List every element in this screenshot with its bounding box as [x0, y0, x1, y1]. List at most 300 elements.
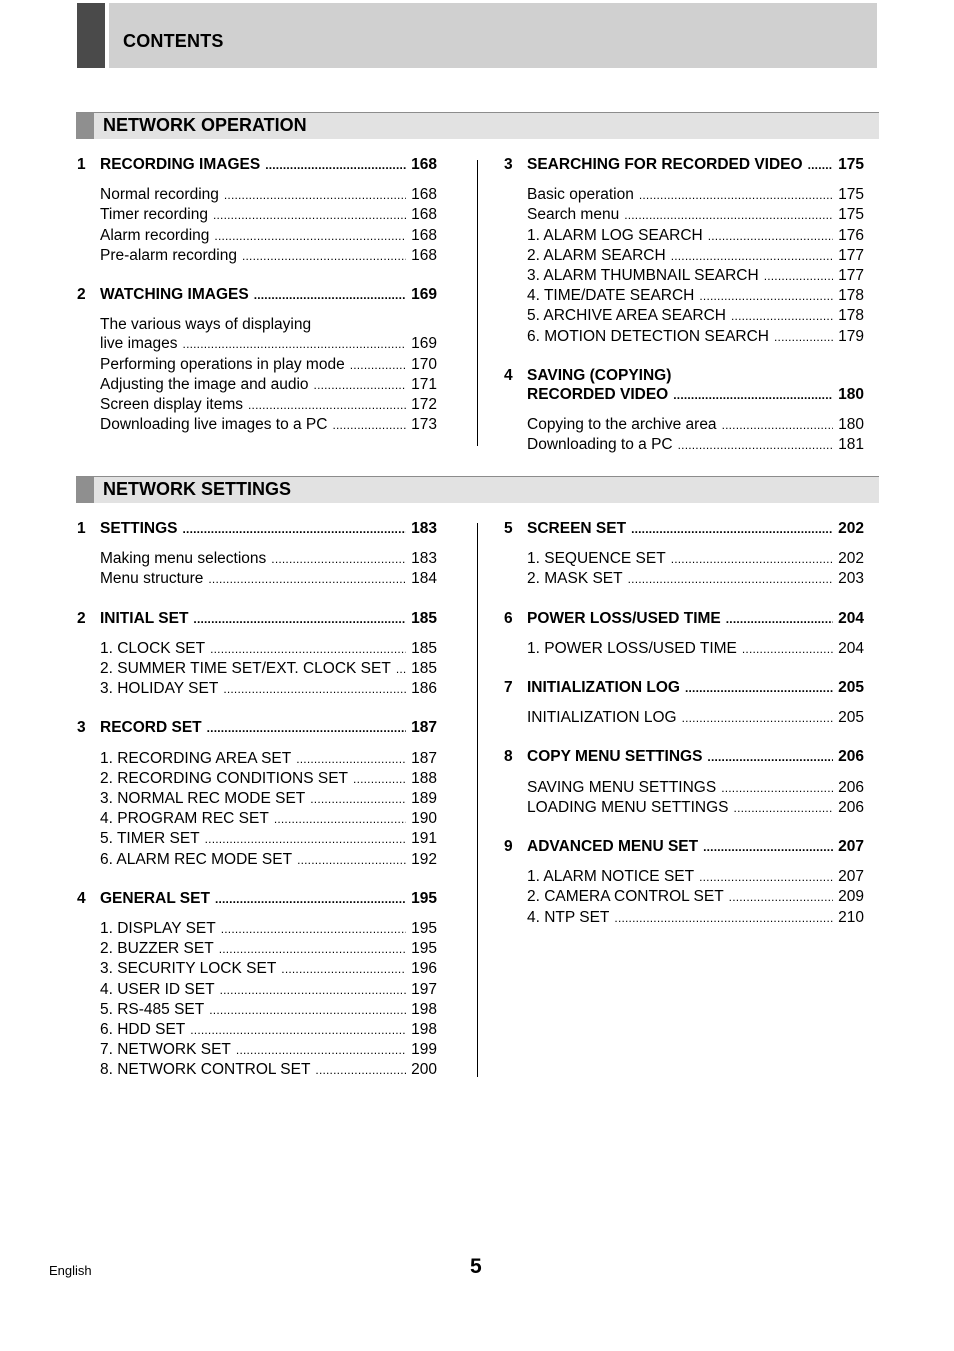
toc-entry[interactable]	[527, 708, 864, 728]
chapter-title-row[interactable]	[100, 519, 437, 539]
toc-page: 175	[838, 156, 864, 173]
toc-text: 3. SECURITY LOCK SET	[100, 960, 277, 978]
dot-leader	[183, 334, 407, 354]
toc-page: 206	[838, 798, 864, 816]
toc-entry[interactable]	[100, 1000, 437, 1020]
toc-text: 4. NTP SET	[527, 908, 610, 926]
toc-entry[interactable]	[100, 334, 437, 354]
chapter-entries	[527, 639, 864, 659]
toc-page: 202	[838, 550, 864, 568]
toc-page: 195	[411, 889, 437, 907]
toc-text: Copying to the archive area	[527, 416, 717, 434]
chapter-number: 9	[504, 838, 513, 856]
dot-leader	[639, 185, 833, 205]
chapter-title-row[interactable]	[527, 155, 864, 175]
toc-text: Pre-alarm recording	[100, 246, 237, 264]
dot-leader	[190, 1020, 406, 1040]
toc-page: 196	[411, 960, 437, 978]
toc-entry[interactable]	[100, 659, 437, 679]
toc-page: 206	[838, 748, 864, 766]
toc-entry[interactable]	[100, 375, 437, 395]
chapter-heading[interactable]	[504, 366, 864, 405]
chapter-heading[interactable]	[77, 718, 437, 738]
toc-chapter	[504, 678, 864, 728]
chapter-heading[interactable]	[77, 155, 437, 175]
toc-chapter	[77, 718, 437, 869]
dot-leader	[193, 609, 406, 629]
toc-page: 190	[411, 810, 437, 828]
toc-text: 4. TIME/DATE SEARCH	[527, 287, 695, 305]
toc-page: 203	[838, 570, 864, 588]
toc-entry[interactable]	[100, 395, 437, 415]
chapter-title-block	[527, 366, 864, 405]
chapter-entries	[527, 549, 864, 589]
dot-leader	[215, 889, 406, 909]
toc-text: Adjusting the image and audio	[100, 375, 309, 393]
toc-entry-lead: The various ways of displaying	[100, 316, 312, 334]
toc-entry[interactable]	[527, 306, 864, 326]
toc-text: Normal recording	[100, 186, 219, 204]
toc-entry[interactable]	[527, 569, 864, 589]
toc-entry[interactable]	[100, 809, 437, 829]
chapter-entries	[527, 778, 864, 818]
toc-text: 1. SEQUENCE SET	[527, 550, 666, 568]
toc-page: 204	[838, 609, 864, 627]
chapter-title-row[interactable]	[100, 155, 437, 175]
toc-text: 7. NETWORK SET	[100, 1041, 231, 1059]
toc-text: GENERAL SET	[100, 889, 210, 907]
toc-text: Performing operations in play mode	[100, 355, 345, 373]
toc-page: 178	[838, 287, 864, 305]
toc-entry[interactable]	[100, 679, 437, 699]
toc-page: 168	[411, 226, 437, 244]
chapter-title-block	[100, 718, 437, 738]
toc-page: 177	[838, 267, 864, 285]
dot-leader	[699, 867, 833, 887]
toc-entry[interactable]	[527, 205, 864, 225]
chapter-title-row[interactable]	[527, 747, 864, 767]
toc-text: RECORDED VIDEO	[527, 386, 669, 404]
section-header-network-settings	[76, 476, 879, 503]
toc-entry[interactable]	[527, 887, 864, 907]
toc-page: 171	[411, 375, 437, 393]
dot-leader	[224, 185, 406, 205]
toc-chapter	[504, 609, 864, 659]
chapter-number: 8	[504, 748, 513, 766]
toc-text: 4. PROGRAM REC SET	[100, 810, 269, 828]
dot-leader	[310, 789, 406, 809]
chapter-heading[interactable]	[504, 837, 864, 857]
toc-text: 1. POWER LOSS/USED TIME	[527, 639, 737, 657]
toc-page: 195	[411, 940, 437, 958]
toc-text: INITIAL SET	[100, 609, 189, 627]
dot-leader	[808, 155, 834, 175]
chapter-entries	[100, 185, 437, 266]
toc-page: 175	[838, 206, 864, 224]
toc-chapter	[504, 837, 864, 928]
toc-text: Search menu	[527, 206, 620, 224]
chapter-heading[interactable]	[504, 609, 864, 629]
toc-entry[interactable]	[100, 1020, 437, 1040]
dot-leader	[297, 850, 406, 870]
toc-page: 187	[411, 719, 437, 737]
toc-entry[interactable]	[527, 226, 864, 246]
toc-page: 191	[411, 830, 437, 848]
toc-text: Downloading live images to a PC	[100, 416, 328, 434]
dot-leader	[236, 1040, 406, 1060]
chapter-entries	[527, 708, 864, 728]
toc-entry[interactable]	[100, 749, 437, 769]
header-bar	[109, 3, 877, 68]
chapter-number: 1	[77, 156, 86, 173]
toc-page: 207	[838, 838, 864, 856]
toc-text: Menu structure	[100, 570, 204, 588]
toc-text: 2. BUZZER SET	[100, 940, 214, 958]
toc-page: 183	[411, 550, 437, 568]
chapter-title-block	[100, 285, 437, 305]
section-header-network-operation	[76, 112, 879, 139]
chapter-heading[interactable]	[504, 155, 864, 175]
toc-page: 185	[411, 609, 437, 627]
toc-entry[interactable]	[527, 327, 864, 347]
chapter-number: 4	[77, 889, 86, 907]
toc-entry[interactable]	[527, 798, 864, 818]
toc-page: 169	[411, 286, 437, 304]
toc-text: 4. USER ID SET	[100, 980, 215, 998]
toc-text: 8. NETWORK CONTROL SET	[100, 1061, 311, 1079]
page-title: CONTENTS	[123, 31, 224, 51]
toc-entry[interactable]	[100, 850, 437, 870]
toc-entry[interactable]	[100, 549, 437, 569]
dot-leader	[764, 266, 833, 286]
toc-entry[interactable]	[100, 959, 437, 979]
toc-entry[interactable]	[100, 939, 437, 959]
toc-text: 1. CLOCK SET	[100, 639, 206, 657]
toc-page: 202	[838, 520, 864, 537]
toc-text: Downloading to a PC	[527, 436, 673, 454]
toc-entry[interactable]	[100, 639, 437, 659]
chapter-title-block	[100, 609, 437, 629]
dot-leader	[274, 809, 406, 829]
toc-page: 205	[838, 709, 864, 727]
toc-text: Timer recording	[100, 206, 208, 224]
dot-leader	[774, 327, 833, 347]
dot-leader	[699, 286, 833, 306]
toc-column	[504, 519, 864, 947]
toc-text: 5. RS-485 SET	[100, 1000, 205, 1018]
toc-text: SAVING MENU SETTINGS	[527, 778, 717, 796]
toc-entry[interactable]	[100, 1060, 437, 1080]
chapter-title-block	[527, 609, 864, 629]
dot-leader	[315, 1060, 406, 1080]
toc-entry[interactable]	[100, 769, 437, 789]
toc-page: 189	[411, 790, 437, 808]
toc-page: 206	[838, 778, 864, 796]
chapter-title-block	[100, 519, 437, 539]
chapter-title-row[interactable]	[527, 519, 864, 539]
chapter-entries	[100, 749, 437, 870]
dot-leader	[721, 778, 833, 798]
toc-entry[interactable]	[527, 549, 864, 569]
section-title: NETWORK SETTINGS	[103, 479, 291, 499]
chapter-title-row[interactable]	[100, 285, 437, 305]
toc-chapter	[504, 155, 864, 347]
chapter-title-block	[527, 155, 864, 175]
toc-text: 6. HDD SET	[100, 1021, 186, 1039]
toc-entry[interactable]	[100, 205, 437, 225]
dot-leader	[220, 980, 407, 1000]
toc-page: 192	[411, 850, 437, 868]
toc-entry[interactable]	[100, 226, 437, 246]
chapter-entries	[527, 415, 864, 455]
chapter-heading[interactable]	[77, 285, 437, 305]
toc-text: RECORD SET	[100, 719, 202, 737]
toc-text: 1. RECORDING AREA SET	[100, 749, 292, 767]
dot-leader	[734, 798, 834, 818]
toc-text: 1. ALARM LOG SEARCH	[527, 226, 703, 244]
toc-entry[interactable]	[527, 415, 864, 435]
toc-entry[interactable]	[100, 1040, 437, 1060]
chapter-number: 1	[77, 520, 86, 537]
toc-text: Screen display items	[100, 396, 244, 414]
toc-entry[interactable]	[100, 355, 437, 375]
chapter-title-row[interactable]	[527, 609, 864, 629]
toc-page: 172	[411, 396, 437, 414]
chapter-entries	[527, 185, 864, 347]
chapter-heading[interactable]	[504, 747, 864, 767]
toc-page: 204	[838, 639, 864, 657]
toc-page: 176	[838, 226, 864, 244]
toc-text: POWER LOSS/USED TIME	[527, 609, 721, 627]
toc-entry[interactable]	[100, 415, 437, 435]
toc-page: 205	[838, 679, 864, 697]
toc-page: 209	[838, 888, 864, 906]
chapter-title-block	[527, 519, 864, 539]
toc-text: 2. ALARM SEARCH	[527, 246, 666, 264]
toc-text: 3. NORMAL REC MODE SET	[100, 790, 306, 808]
chapter-entries	[100, 315, 437, 435]
toc-page: 180	[838, 416, 864, 434]
toc-column	[77, 519, 437, 1100]
toc-page: 178	[838, 307, 864, 325]
toc-chapter	[77, 519, 437, 590]
toc-text: 6. ALARM REC MODE SET	[100, 850, 293, 868]
toc-entry[interactable]	[527, 908, 864, 928]
dot-leader	[281, 959, 406, 979]
toc-text: 3. HOLIDAY SET	[100, 680, 219, 698]
dot-leader	[350, 355, 406, 375]
dot-leader	[210, 639, 406, 659]
section-marker	[76, 113, 94, 139]
toc-column	[504, 155, 864, 475]
dot-leader	[205, 829, 407, 849]
toc-page: 185	[411, 639, 437, 657]
toc-page: 195	[411, 920, 437, 938]
chapter-title-lead: SAVING (COPYING)	[527, 366, 672, 384]
chapter-title-block	[100, 889, 437, 909]
dot-leader	[671, 549, 833, 569]
toc-page: 183	[411, 520, 437, 537]
toc-page: 188	[411, 769, 437, 787]
chapter-number: 2	[77, 609, 86, 627]
column-divider	[477, 523, 478, 1077]
dot-leader	[296, 749, 406, 769]
chapter-entries	[100, 639, 437, 700]
dot-leader	[726, 609, 833, 629]
dot-leader	[685, 678, 833, 698]
dot-leader	[707, 747, 833, 767]
chapter-number: 3	[504, 156, 513, 173]
dot-leader	[209, 1000, 406, 1020]
toc-text: COPY MENU SETTINGS	[527, 748, 703, 766]
toc-text: SEARCHING FOR RECORDED VIDEO	[527, 156, 803, 173]
dot-leader	[731, 306, 833, 326]
chapter-heading[interactable]	[504, 519, 864, 539]
dot-leader	[219, 939, 406, 959]
toc-page: 186	[411, 680, 437, 698]
toc-page: 173	[411, 416, 437, 434]
dot-leader	[353, 769, 406, 789]
dot-leader	[314, 375, 407, 395]
chapter-heading[interactable]	[77, 519, 437, 539]
toc-page: 200	[411, 1061, 437, 1079]
toc-entry[interactable]	[527, 286, 864, 306]
toc-chapter	[504, 366, 864, 456]
dot-leader	[742, 639, 833, 659]
chapter-title-row[interactable]	[527, 678, 864, 698]
toc-text: 5. TIMER SET	[100, 830, 200, 848]
toc-entry[interactable]	[100, 829, 437, 849]
toc-entry[interactable]	[100, 185, 437, 205]
toc-text: 2. CAMERA CONTROL SET	[527, 888, 724, 906]
dot-leader	[631, 519, 833, 539]
chapter-title-block	[100, 155, 437, 175]
toc-entry[interactable]	[100, 919, 437, 939]
toc-text: ADVANCED MENU SET	[527, 838, 699, 856]
dot-leader	[265, 155, 406, 175]
toc-entry[interactable]	[100, 246, 437, 266]
toc-entry[interactable]	[527, 266, 864, 286]
column-divider	[477, 160, 478, 446]
toc-chapter	[77, 889, 437, 1081]
toc-entry[interactable]	[527, 246, 864, 266]
toc-chapter	[504, 747, 864, 818]
section-title: NETWORK OPERATION	[103, 115, 307, 135]
toc-page: 168	[411, 156, 437, 173]
chapter-entries	[100, 919, 437, 1081]
toc-entry[interactable]	[527, 639, 864, 659]
dot-leader	[207, 718, 407, 738]
dot-leader	[254, 285, 406, 305]
chapter-title-row[interactable]	[100, 609, 437, 629]
chapter-title-block	[527, 678, 864, 698]
chapter-heading[interactable]	[504, 678, 864, 698]
dot-leader	[682, 708, 834, 728]
toc-page: 177	[838, 246, 864, 264]
dot-leader	[248, 395, 406, 415]
chapter-number: 6	[504, 609, 513, 627]
toc-text: LOADING MENU SETTINGS	[527, 798, 729, 816]
toc-page: 187	[411, 749, 437, 767]
toc-entry[interactable]	[100, 569, 437, 589]
chapter-heading[interactable]	[77, 889, 437, 909]
toc-page: 168	[411, 186, 437, 204]
toc-text: 2. SUMMER TIME SET/EXT. CLOCK SET	[100, 660, 391, 678]
toc-page: 198	[411, 1021, 437, 1039]
header-accent-block	[77, 3, 105, 68]
dot-leader	[183, 519, 407, 539]
toc-page: 180	[838, 386, 864, 404]
toc-entry[interactable]	[527, 778, 864, 798]
dot-leader	[624, 205, 833, 225]
toc-text: live images	[100, 335, 178, 353]
page-number: 5	[470, 1255, 482, 1278]
dot-leader	[722, 415, 834, 435]
toc-page: 168	[411, 206, 437, 224]
dot-leader	[703, 837, 833, 857]
toc-page: 169	[411, 335, 437, 353]
chapter-title-row[interactable]	[100, 889, 437, 909]
toc-entry[interactable]	[527, 435, 864, 455]
dot-leader	[673, 385, 833, 405]
toc-chapter	[77, 609, 437, 700]
toc-page: 168	[411, 246, 437, 264]
dot-leader	[214, 226, 406, 246]
toc-text: 1. DISPLAY SET	[100, 920, 216, 938]
toc-page: 197	[411, 980, 437, 998]
toc-text: 1. ALARM NOTICE SET	[527, 868, 695, 886]
toc-chapter	[504, 519, 864, 590]
toc-entry[interactable]	[100, 980, 437, 1000]
toc-page: 198	[411, 1000, 437, 1018]
toc-text: SCREEN SET	[527, 520, 627, 537]
chapter-number: 2	[77, 286, 86, 304]
chapter-title-row[interactable]	[100, 718, 437, 738]
toc-entry[interactable]	[100, 789, 437, 809]
toc-page: 184	[411, 570, 437, 588]
toc-text: Making menu selections	[100, 550, 267, 568]
toc-text: INITIALIZATION LOG	[527, 679, 680, 697]
section-marker	[76, 477, 94, 503]
toc-page: 170	[411, 355, 437, 373]
toc-entry[interactable]	[527, 185, 864, 205]
toc-chapter	[77, 155, 437, 266]
toc-text: WATCHING IMAGES	[100, 286, 249, 304]
chapter-title-row[interactable]	[527, 385, 864, 405]
toc-text: SETTINGS	[100, 520, 178, 537]
toc-text: INITIALIZATION LOG	[527, 709, 677, 727]
dot-leader	[628, 569, 834, 589]
chapter-title-block	[527, 837, 864, 857]
toc-chapter	[77, 285, 437, 435]
chapter-entries	[100, 549, 437, 589]
toc-page: 185	[411, 660, 437, 678]
dot-leader	[678, 435, 834, 455]
dot-leader	[242, 246, 406, 266]
toc-page: 210	[838, 908, 864, 926]
toc-text: Basic operation	[527, 186, 634, 204]
dot-leader	[213, 205, 406, 225]
chapter-title-row[interactable]	[527, 837, 864, 857]
chapter-heading[interactable]	[77, 609, 437, 629]
toc-page: 175	[838, 186, 864, 204]
chapter-number: 4	[504, 366, 513, 384]
toc-text: Alarm recording	[100, 226, 210, 244]
toc-entry[interactable]	[527, 867, 864, 887]
toc-text: RECORDING IMAGES	[100, 156, 261, 173]
dot-leader	[614, 908, 833, 928]
dot-leader	[208, 569, 406, 589]
